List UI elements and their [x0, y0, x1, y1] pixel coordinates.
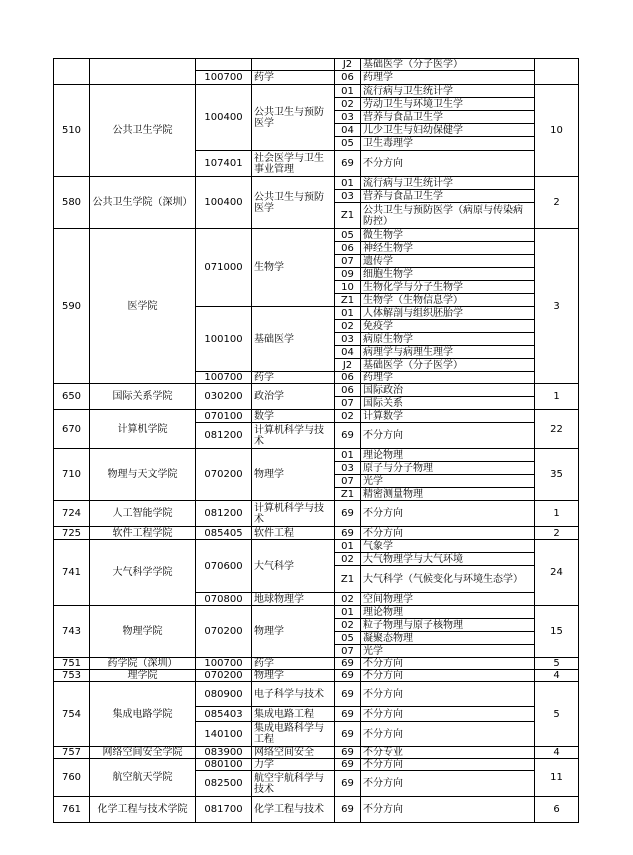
program-name: 软件工程: [252, 527, 335, 540]
direction-code: 01: [335, 606, 361, 619]
program-name: 政治学: [252, 384, 335, 410]
direction-code: 07: [335, 397, 361, 410]
program-name: 集成电路工程: [252, 707, 335, 722]
direction-code: 07: [335, 475, 361, 488]
direction-code: 04: [335, 346, 361, 359]
direction-name: 微生物学: [361, 229, 535, 242]
direction-name: 不分方向: [361, 771, 535, 797]
direction-name: 精密测量物理: [361, 488, 535, 501]
direction-code: 01: [335, 177, 361, 190]
program-code: 071000: [196, 229, 252, 307]
direction-code: 07: [335, 645, 361, 658]
quota: 6: [535, 797, 579, 823]
direction-name: 细胞生物学: [361, 268, 535, 281]
program-code: 085403: [196, 707, 252, 722]
college-code: 590: [54, 229, 90, 384]
direction-code: Z1: [335, 294, 361, 307]
program-code: 081700: [196, 797, 252, 823]
direction-name: 儿少卫生与妇幼保健学: [361, 124, 535, 137]
college-name: 航空航天学院: [90, 759, 196, 797]
quota: 24: [535, 540, 579, 606]
program-name: 药学: [252, 658, 335, 670]
direction-name: 计算数学: [361, 410, 535, 423]
direction-name: 不分专业: [361, 747, 535, 759]
direction-name: 国际关系: [361, 397, 535, 410]
direction-name: 免疫学: [361, 320, 535, 333]
table-row: [54, 759, 579, 771]
direction-code: 69: [335, 771, 361, 797]
college-name: 软件工程学院: [90, 527, 196, 540]
table-row: [54, 658, 579, 670]
quota: 4: [535, 670, 579, 682]
direction-name: 遗传学: [361, 255, 535, 268]
direction-name: 基础医学（分子医学）: [361, 59, 535, 71]
college-code: 725: [54, 527, 90, 540]
direction-name: 大气物理学与大气环境: [361, 553, 535, 566]
program-name: 基础医学: [252, 307, 335, 372]
direction-name: 理论物理: [361, 449, 535, 462]
direction-code: 07: [335, 255, 361, 268]
direction-code: 02: [335, 553, 361, 566]
admission-table: [53, 58, 579, 823]
quota: 35: [535, 449, 579, 501]
college-code: 670: [54, 410, 90, 449]
program-code: 100700: [196, 372, 252, 384]
direction-name: 营养与食品卫生学: [361, 111, 535, 124]
college-name: 大气科学学院: [90, 540, 196, 606]
college-code: 754: [54, 682, 90, 747]
program-code: 081200: [196, 501, 252, 527]
quota: 1: [535, 501, 579, 527]
quota: 10: [535, 85, 579, 177]
college-name: 集成电路学院: [90, 682, 196, 747]
program-code: 100700: [196, 71, 252, 85]
quota: 11: [535, 759, 579, 797]
direction-code: 01: [335, 85, 361, 98]
college-name: 化学工程与技术学院: [90, 797, 196, 823]
direction-code: 69: [335, 423, 361, 449]
direction-name: 劳动卫生与环境卫生学: [361, 98, 535, 111]
program-name: 集成电路科学与工程: [252, 722, 335, 747]
college-code: 710: [54, 449, 90, 501]
direction-name: 营养与食品卫生学: [361, 190, 535, 203]
college-name: 计算机学院: [90, 410, 196, 449]
direction-code: 69: [335, 670, 361, 682]
program-name-cell: [252, 59, 335, 71]
direction-code: 69: [335, 722, 361, 747]
program-name: 网络空间安全: [252, 747, 335, 759]
direction-name: 药理学: [361, 71, 535, 85]
direction-name: 不分方向: [361, 501, 535, 527]
direction-code: 01: [335, 540, 361, 553]
table-row: [54, 384, 579, 397]
college-code: 743: [54, 606, 90, 658]
direction-name: 流行病与卫生统计学: [361, 177, 535, 190]
direction-name: 基础医学（分子医学）: [361, 359, 535, 372]
college-code: 510: [54, 85, 90, 177]
program-code: 080100: [196, 759, 252, 771]
program-name: 计算机科学与技术: [252, 423, 335, 449]
direction-name: 不分方向: [361, 797, 535, 823]
direction-name: 流行病与卫生统计学: [361, 85, 535, 98]
program-name: 药学: [252, 372, 335, 384]
table-row: [54, 177, 579, 190]
table-row: [54, 682, 579, 707]
program-code: 100100: [196, 307, 252, 372]
college-code: 724: [54, 501, 90, 527]
direction-code: 09: [335, 268, 361, 281]
college-name: 物理与天文学院: [90, 449, 196, 501]
table-row: [54, 540, 579, 553]
direction-name: 生物学（生物信息学）: [361, 294, 535, 307]
program-code: 085405: [196, 527, 252, 540]
program-name: 电子科学与技术: [252, 682, 335, 707]
direction-code: 69: [335, 707, 361, 722]
direction-code: 02: [335, 320, 361, 333]
quota: 2: [535, 527, 579, 540]
direction-name: 粒子物理与原子核物理: [361, 619, 535, 632]
direction-code: 03: [335, 111, 361, 124]
program-code: 100400: [196, 85, 252, 151]
direction-name: 公共卫生与预防医学（病原与传染病防控）: [361, 203, 535, 229]
program-name: 物理学: [252, 670, 335, 682]
direction-code: 05: [335, 632, 361, 645]
quota-cell: [535, 59, 579, 85]
direction-code: 06: [335, 372, 361, 384]
direction-code: 69: [335, 527, 361, 540]
direction-code: 69: [335, 151, 361, 177]
direction-name: 不分方向: [361, 707, 535, 722]
direction-name: 原子与分子物理: [361, 462, 535, 475]
direction-code: 02: [335, 98, 361, 111]
direction-code: 02: [335, 619, 361, 632]
college-name: 国际关系学院: [90, 384, 196, 410]
table-row: [54, 410, 579, 423]
direction-name: 不分方向: [361, 682, 535, 707]
direction-code: 06: [335, 242, 361, 255]
direction-name: 不分方向: [361, 423, 535, 449]
direction-name: 大气科学（气候变化与环境生态学）: [361, 566, 535, 593]
table-row: [54, 85, 579, 98]
direction-name: 气象学: [361, 540, 535, 553]
program-code: 070200: [196, 670, 252, 682]
table-row: [54, 449, 579, 462]
college-name: 理学院: [90, 670, 196, 682]
direction-code: 05: [335, 137, 361, 151]
direction-name: 病理学与病理生理学: [361, 346, 535, 359]
quota: 1: [535, 384, 579, 410]
table-row: [54, 59, 579, 71]
college-name: 医学院: [90, 229, 196, 384]
quota: 15: [535, 606, 579, 658]
program-code: 070800: [196, 593, 252, 606]
program-code: 070200: [196, 606, 252, 658]
college-code: 741: [54, 540, 90, 606]
direction-code: Z1: [335, 488, 361, 501]
direction-code: 05: [335, 229, 361, 242]
program-name: 化学工程与技术: [252, 797, 335, 823]
program-code: 100400: [196, 177, 252, 229]
program-name: 计算机科学与技术: [252, 501, 335, 527]
direction-code: J2: [335, 359, 361, 372]
program-code: 107401: [196, 151, 252, 177]
direction-name: 不分方向: [361, 670, 535, 682]
program-name: 物理学: [252, 606, 335, 658]
direction-code: 10: [335, 281, 361, 294]
program-name: 物理学: [252, 449, 335, 501]
program-code: 082500: [196, 771, 252, 797]
direction-code: 03: [335, 462, 361, 475]
program-code: 100700: [196, 658, 252, 670]
table-row: [54, 747, 579, 759]
direction-name: 不分方向: [361, 151, 535, 177]
direction-code: 69: [335, 797, 361, 823]
college-code: 751: [54, 658, 90, 670]
program-code: 080900: [196, 682, 252, 707]
college-code: 761: [54, 797, 90, 823]
direction-name: 卫生毒理学: [361, 137, 535, 151]
direction-name: 不分方向: [361, 722, 535, 747]
direction-name: 光学: [361, 475, 535, 488]
direction-code: 02: [335, 593, 361, 606]
program-code: 083900: [196, 747, 252, 759]
direction-name: 不分方向: [361, 527, 535, 540]
program-code: 140100: [196, 722, 252, 747]
table-row: [54, 501, 579, 527]
program-name: 力学: [252, 759, 335, 771]
program-name: 数学: [252, 410, 335, 423]
direction-name: 病原生物学: [361, 333, 535, 346]
direction-name: 理论物理: [361, 606, 535, 619]
direction-name: 不分方向: [361, 658, 535, 670]
direction-code: 69: [335, 501, 361, 527]
quota: 5: [535, 658, 579, 670]
direction-name: 光学: [361, 645, 535, 658]
quota: 2: [535, 177, 579, 229]
direction-code: 06: [335, 71, 361, 85]
college-code: 580: [54, 177, 90, 229]
program-code: 070200: [196, 449, 252, 501]
table-row: [54, 670, 579, 682]
direction-name: 生物化学与分子生物学: [361, 281, 535, 294]
program-code: 081200: [196, 423, 252, 449]
college-name: 公共卫生学院（深圳）: [90, 177, 196, 229]
direction-code: 69: [335, 759, 361, 771]
direction-code: 69: [335, 747, 361, 759]
table-row: [54, 606, 579, 619]
quota: 4: [535, 747, 579, 759]
direction-code: 04: [335, 124, 361, 137]
table-row: [54, 797, 579, 823]
direction-code: 03: [335, 333, 361, 346]
direction-code: Z1: [335, 203, 361, 229]
direction-code: 01: [335, 449, 361, 462]
program-code: 030200: [196, 384, 252, 410]
college-name: 网络空间安全学院: [90, 747, 196, 759]
direction-name: 空间物理学: [361, 593, 535, 606]
program-name: 药学: [252, 71, 335, 85]
college-name: 人工智能学院: [90, 501, 196, 527]
table-row: [54, 527, 579, 540]
quota: 22: [535, 410, 579, 449]
direction-code: 69: [335, 658, 361, 670]
quota: 3: [535, 229, 579, 384]
direction-code: J2: [335, 59, 361, 71]
quota: 5: [535, 682, 579, 747]
college-code: 760: [54, 759, 90, 797]
direction-name: 药理学: [361, 372, 535, 384]
college-code-cell: [54, 59, 90, 85]
college-code: 753: [54, 670, 90, 682]
direction-code: Z1: [335, 566, 361, 593]
program-name: 社会医学与卫生事业管理: [252, 151, 335, 177]
college-name: 药学院（深圳）: [90, 658, 196, 670]
program-code: 070100: [196, 410, 252, 423]
program-name: 大气科学: [252, 540, 335, 593]
direction-name: 国际政治: [361, 384, 535, 397]
direction-name: 人体解剖与组织胚胎学: [361, 307, 535, 320]
program-name: 航空宇航科学与技术: [252, 771, 335, 797]
program-name: 生物学: [252, 229, 335, 307]
direction-code: 02: [335, 410, 361, 423]
program-code-cell: [196, 59, 252, 71]
college-name: 公共卫生学院: [90, 85, 196, 177]
direction-name: 凝聚态物理: [361, 632, 535, 645]
college-name-cell: [90, 59, 196, 85]
college-code: 650: [54, 384, 90, 410]
direction-code: 06: [335, 384, 361, 397]
program-code: 070600: [196, 540, 252, 593]
program-name: 公共卫生与预防医学: [252, 177, 335, 229]
program-name: 公共卫生与预防医学: [252, 85, 335, 151]
program-name: 地球物理学: [252, 593, 335, 606]
direction-code: 69: [335, 682, 361, 707]
direction-name: 神经生物学: [361, 242, 535, 255]
direction-code: 03: [335, 190, 361, 203]
direction-code: 01: [335, 307, 361, 320]
table-row: [54, 229, 579, 242]
direction-name: 不分方向: [361, 759, 535, 771]
college-code: 757: [54, 747, 90, 759]
college-name: 物理学院: [90, 606, 196, 658]
